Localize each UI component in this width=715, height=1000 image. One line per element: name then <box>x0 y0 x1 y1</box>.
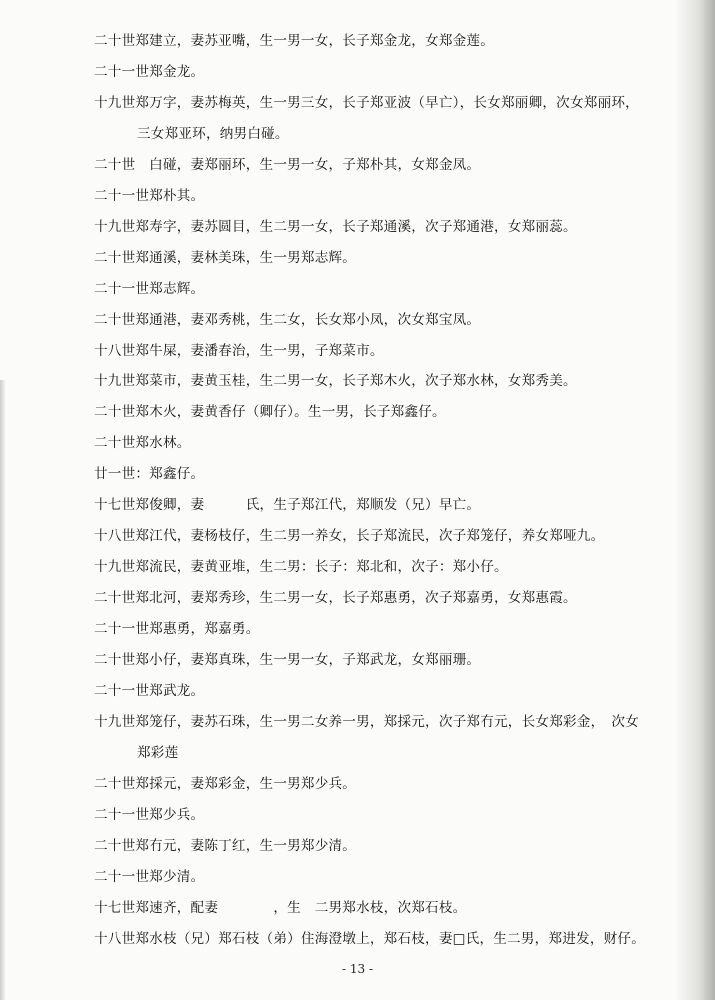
text-line: 二十一世郑武龙。 <box>94 682 205 699</box>
text-line: 十九世郑笼仔，妻苏石珠，生一男二女养一男，郑採元，次子郑冇元，长女郑彩金， 次女 <box>94 713 639 730</box>
text-line: 郑彩莲 <box>137 744 179 761</box>
text-line: 十八世郑水枝（兄）郑石枝（弟）住海澄墩上，郑石枝，妻□氏，生二男，郑进发，财仔。 <box>94 930 645 947</box>
text-line: 二十一世郑朴其。 <box>94 187 205 204</box>
text-line: 二十世郑通溪，妻林美珠，生一男郑志辉。 <box>94 249 357 266</box>
text-line: 十八世郑江代，妻杨枝仔，生二男一养女，长子郑流民，次子郑笼仔，养女郑哑九。 <box>94 528 605 545</box>
text-line: 二十世 白碰，妻郑丽环，生一男一女，子郑朴其，女郑金凤。 <box>94 156 481 173</box>
text-line: 十九世郑菜市，妻黄玉桂，生二男一女，长子郑木火，次子郑水林，女郑秀美。 <box>94 373 577 390</box>
text-line: 二十世郑木火，妻黄香仔（卿仔）。生一男，长子郑鑫仔。 <box>94 404 446 421</box>
text-line: 十九世郑流民，妻黄亚堆，生二男：长子：郑北和，次子：郑小仔。 <box>94 559 508 576</box>
text-line: 二十一世郑少兵。 <box>94 806 205 823</box>
text-line: 十七世郑俊卿，妻 氏，生子郑江代，郑顺发（兄）早亡。 <box>94 497 481 514</box>
text-line: 三女郑亚环，纳男白碰。 <box>137 125 289 142</box>
text-line: 二十世郑冇元，妻陈丁红，生一男郑少清。 <box>94 837 357 854</box>
scan-shadow-left <box>0 380 6 1000</box>
page-number: - 13 - <box>341 962 373 976</box>
text-line: 二十世郑北河，妻郑秀珍，生二男一女，长子郑惠勇，次子郑嘉勇，女郑惠霞。 <box>94 590 577 607</box>
text-line: 十八世郑牛屎，妻潘春治，生一男，子郑菜市。 <box>94 342 384 359</box>
text-line: 廿一世：郑鑫仔。 <box>94 466 205 483</box>
text-line: 十七世郑速齐，配妻 ，生 二男郑水枝，次郑石枝。 <box>94 899 467 916</box>
text-line: 二十世郑採元，妻郑彩金，生一男郑少兵。 <box>94 775 357 792</box>
text-line: 二十世郑小仔，妻郑真珠，生一男一女，子郑武龙，女郑丽珊。 <box>94 652 481 668</box>
text-line: 二十世郑水林。 <box>94 435 191 452</box>
text-line: 二十一世郑少清。 <box>94 868 205 885</box>
text-line: 二十一世郑金龙。 <box>94 64 205 80</box>
text-line: 二十世郑建立，妻苏亚嘴，生一男一女，长子郑金龙，女郑金莲。 <box>94 33 495 49</box>
text-line: 十九世郑寿字，妻苏圆目，生二男一女，长子郑通溪，次子郑通港，女郑丽蕊。 <box>94 218 577 235</box>
text-line: 二十世郑通港，妻邓秀桃，生二女，长女郑小凤，次女郑宝凤。 <box>94 311 481 328</box>
text-line: 十九世郑万字，妻苏梅英，生一男三女，长子郑亚波（早亡），长女郑丽卿，次女郑丽环， <box>94 94 639 111</box>
scan-shadow-right <box>675 0 715 1000</box>
text-line: 二十一世郑志辉。 <box>94 280 205 297</box>
text-line: 二十一世郑惠勇，郑嘉勇。 <box>94 621 260 637</box>
